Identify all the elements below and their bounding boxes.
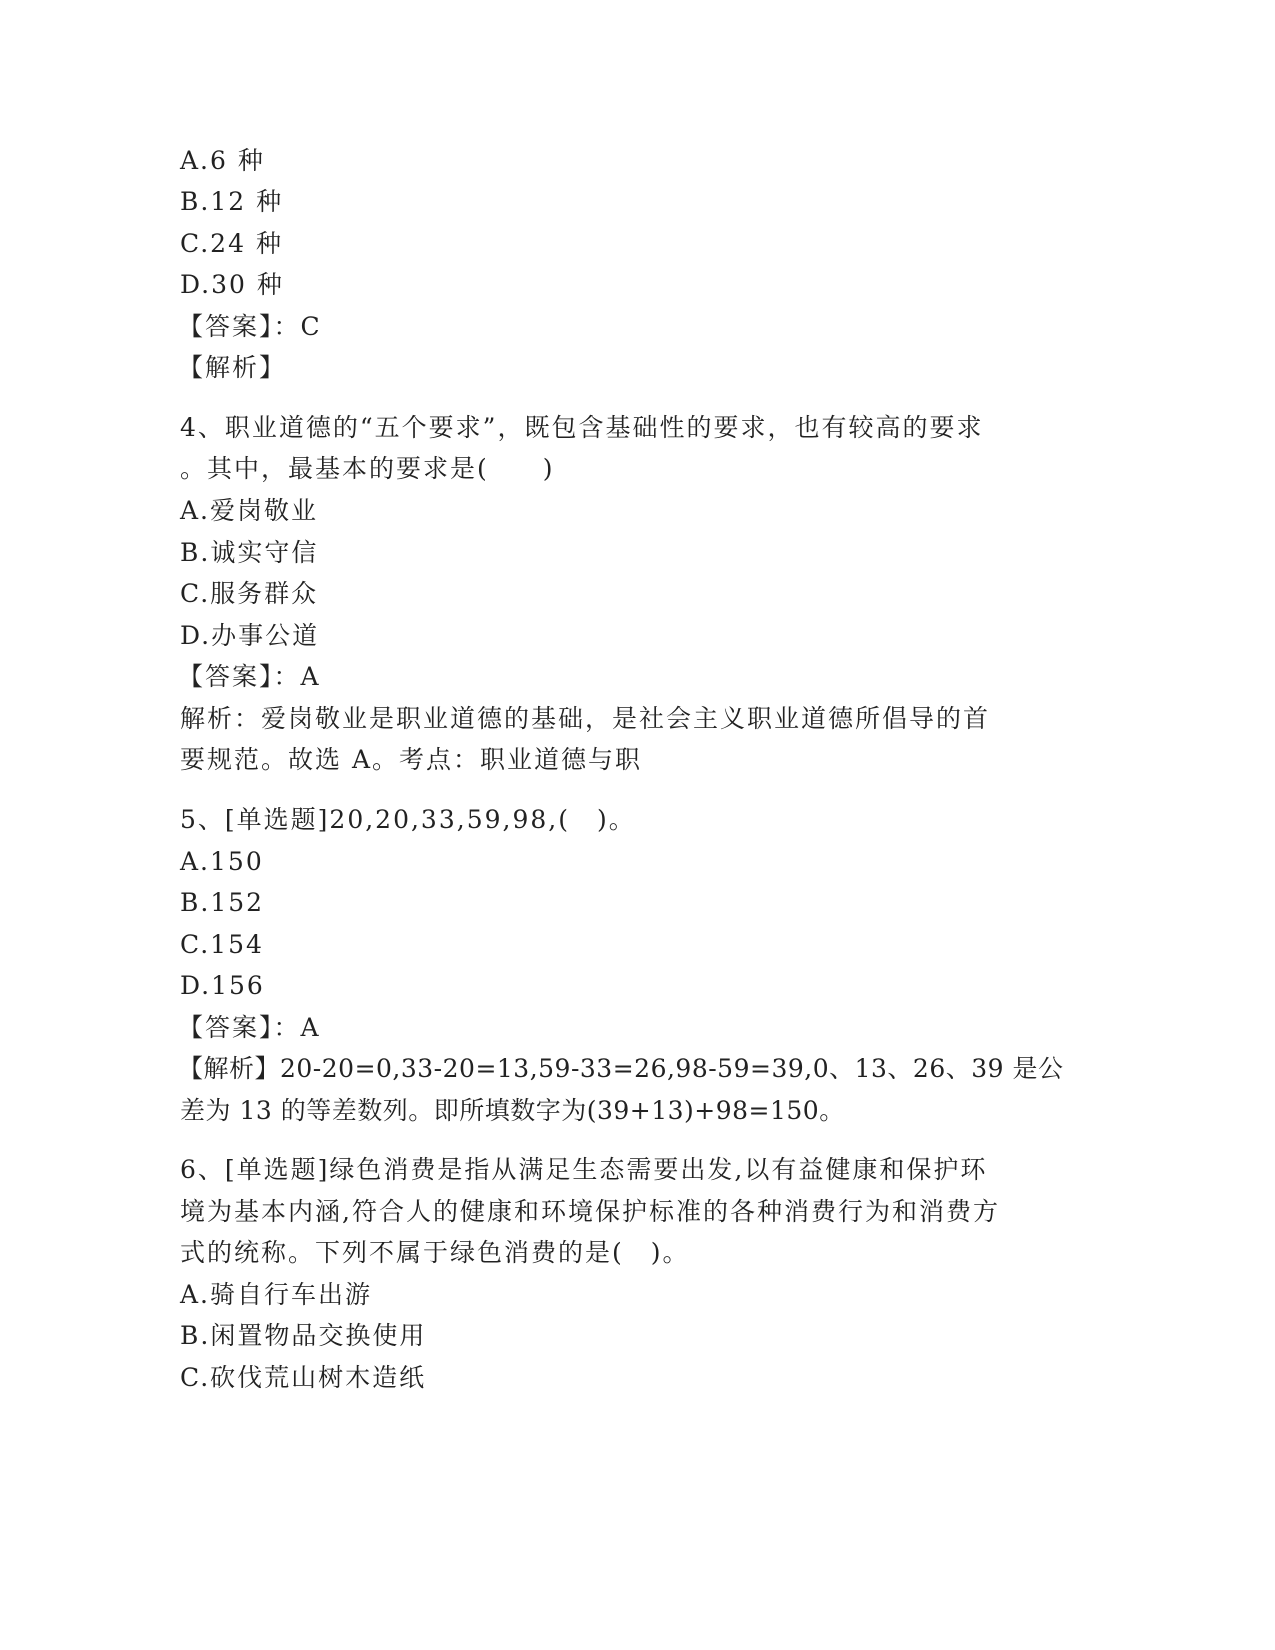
q4-analysis-line-2: 要规范。故选 A。考点：职业道德与职: [180, 745, 643, 774]
q5-stem: 5、[单选题]20,20,33,59,98,( )。: [180, 805, 636, 834]
q5-option-a: A.150: [180, 847, 264, 876]
q4-analysis-line-1: 解析：爱岗敬业是职业道德的基础，是社会主义职业道德所倡导的首: [180, 704, 991, 733]
q4-stem-line-2: 。其中，最基本的要求是( ): [180, 454, 555, 483]
q3-answer: 【答案】：C: [178, 312, 322, 341]
q5-option-d: D.156: [180, 971, 265, 1000]
q4-option-a: A.爱岗敬业: [180, 496, 319, 525]
q5-option-b: B.152: [180, 888, 265, 917]
q6-option-c: C.砍伐荒山树木造纸: [180, 1363, 427, 1392]
q3-option-c: C.24 种: [180, 229, 283, 258]
q6-stem-line-3: 式的统称。下列不属于绿色消费的是( )。: [180, 1238, 690, 1267]
q6-stem-line-1: 6、[单选题]绿色消费是指从满足生态需要出发,以有益健康和保护环: [180, 1155, 988, 1184]
q4-answer: 【答案】：A: [178, 662, 321, 691]
q4-option-b: B.诚实守信: [180, 538, 319, 567]
q3-analysis-heading: 【解析】: [178, 353, 287, 382]
q6-stem-line-2: 境为基本内涵,符合人的健康和环境保护标准的各种消费行为和消费方: [180, 1197, 1000, 1226]
q3-option-a: A.6 种: [180, 146, 265, 175]
q5-answer: 【答案】：A: [178, 1013, 321, 1042]
q5-option-c: C.154: [180, 930, 264, 959]
q4-option-c: C.服务群众: [180, 579, 319, 608]
q3-option-d: D.30 种: [180, 270, 284, 299]
q4-option-d: D.办事公道: [180, 621, 320, 650]
q5-analysis-line-2: 差为 13 的等差数列。即所填数字为(39+13)+98=150。: [180, 1096, 845, 1125]
q4-stem-line-1: 4、职业道德的“五个要求”，既包含基础性的要求，也有较高的要求: [180, 413, 984, 442]
q6-option-b: B.闲置物品交换使用: [180, 1321, 427, 1350]
q3-option-b: B.12 种: [180, 187, 284, 216]
q6-option-a: A.骑自行车出游: [180, 1280, 373, 1309]
q5-analysis-line-1: 【解析】20-20=0,33-20=13,59-33=26,98-59=39,0、13、26、39 是公: [178, 1054, 1064, 1083]
